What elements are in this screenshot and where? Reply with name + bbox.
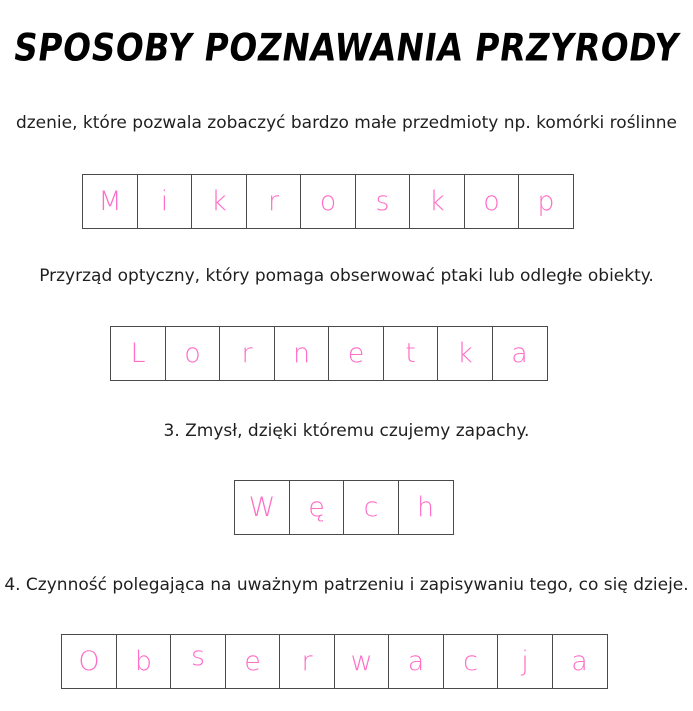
letter: t [405,338,416,369]
letter-cell[interactable] [234,480,290,535]
letter: o [483,186,500,217]
letter: c [463,646,478,677]
letter: c [363,492,379,523]
letter-cell[interactable] [383,326,439,381]
letter-cell[interactable] [464,174,520,229]
question-1-text: dzenie, które pozwala zobaczyć bardzo małe przedmioty np. komórki roślinne [15,113,678,133]
question-3-text: 3. Zmysł, dzięki któremu czujemy zapachy. [163,421,530,441]
letter: ę [308,492,325,523]
letter: k [457,338,473,369]
letter-cell[interactable] [274,326,330,381]
letter: a [407,646,425,677]
answer-grid-3 [234,480,452,535]
letter-cell[interactable] [170,634,226,689]
letter: k [211,186,227,217]
answer-grid-1 [82,174,573,229]
letter-cell[interactable] [110,326,166,381]
letter-cell[interactable] [289,480,345,535]
letter-cell[interactable] [443,634,499,689]
letter: w [350,646,373,677]
letter: k [429,186,445,217]
letter: s [190,641,206,672]
letter: j [521,646,529,677]
letter-cell[interactable] [279,634,335,689]
letter: o [184,338,201,369]
letter-cell[interactable] [116,634,172,689]
letter: a [571,646,588,677]
letter-cell[interactable] [328,326,384,381]
letter: r [267,186,280,217]
letter-cell[interactable] [343,480,399,535]
letter: a [511,338,528,369]
letter-cell[interactable] [492,326,548,381]
answer-grid-2 [110,326,546,381]
letter: O [78,646,100,677]
letter: n [292,338,311,369]
letter: e [347,338,365,369]
letter: r [301,646,313,677]
letter-cell[interactable] [219,326,275,381]
letter: M [98,186,122,217]
letter: r [241,338,253,369]
letter: h [416,492,435,523]
letter-cell[interactable] [388,634,444,689]
letter-cell[interactable] [497,634,553,689]
letter-cell[interactable] [552,634,608,689]
letter-cell[interactable] [300,174,356,229]
letter-cell[interactable] [437,326,493,381]
letter-cell[interactable] [409,174,465,229]
letter-cell[interactable] [398,480,454,535]
letter-cell[interactable] [334,634,390,689]
letter: o [319,186,337,217]
letter-cell[interactable] [355,174,411,229]
question-2-text: Przyrząd optyczny, który pomaga obserwować ptaki lub odległe obiekty. [39,266,654,286]
answer-grid-4 [61,634,606,689]
letter: e [244,646,261,677]
letter-cell[interactable] [61,634,117,689]
letter-cell[interactable] [191,174,247,229]
page-title: SPOSOBY POZNAWANIA PRZYRODY [10,25,683,70]
letter-cell[interactable] [246,174,302,229]
letter: s [375,186,390,217]
letter: p [537,186,555,217]
letter-cell[interactable] [225,634,281,689]
letter-cell[interactable] [82,174,138,229]
letter: W [248,492,276,523]
letter: b [134,646,153,677]
letter-cell[interactable] [165,326,221,381]
letter-cell[interactable] [518,174,574,229]
letter: L [130,338,146,369]
letter-cell[interactable] [137,174,193,229]
question-4-text: 4. Czynność polegająca na uważnym patrzeniu i zapisywaniu tego, co się dzieje. [4,575,689,595]
letter: i [160,186,169,217]
